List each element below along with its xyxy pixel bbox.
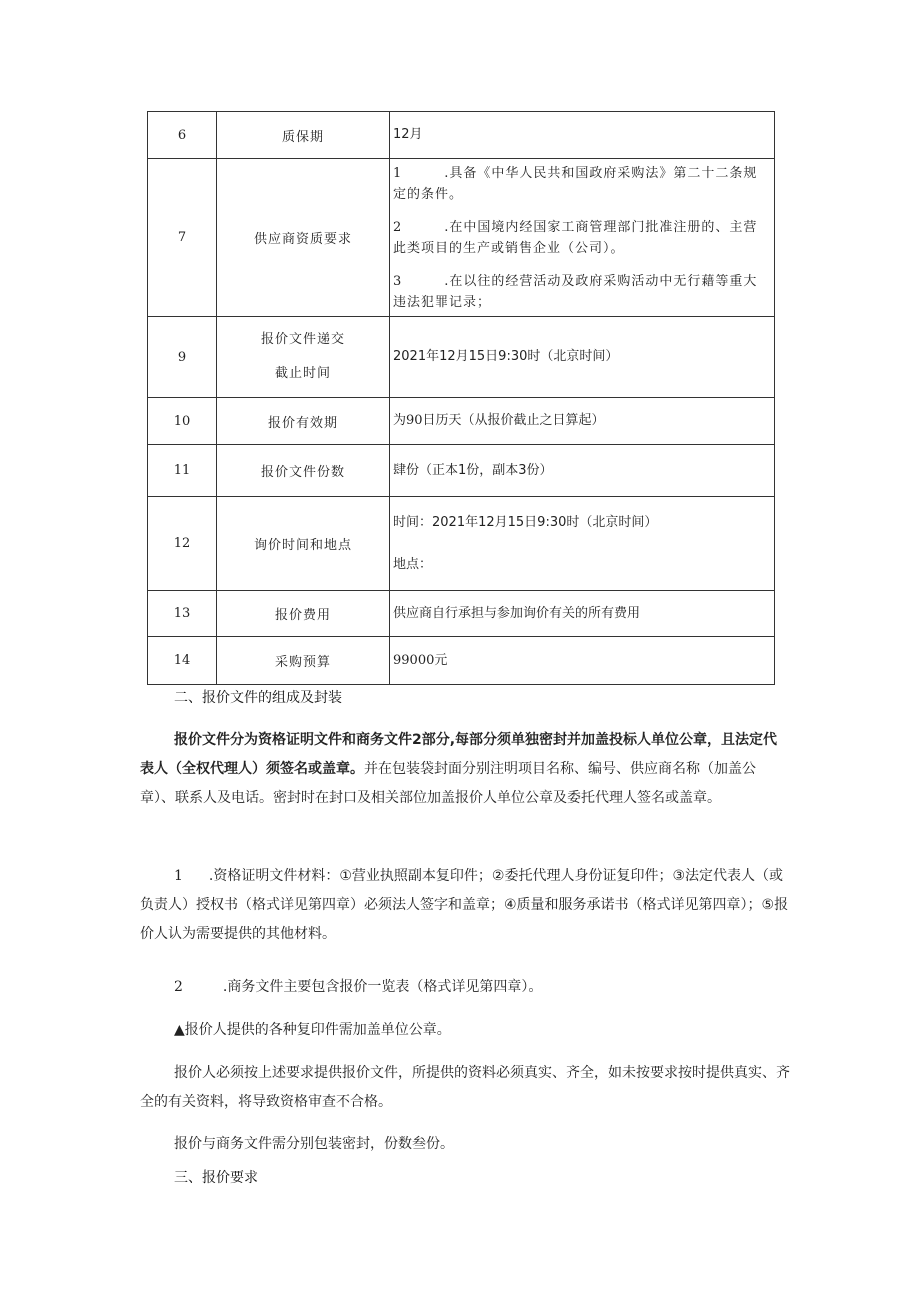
table-row bbox=[148, 497, 775, 591]
paragraph-requirement: 报价人必须按上述要求提供报价文件，所提供的资料必须真实、齐全，如未按要求按时提供真实、齐全的有关资料，将导致资格审查不合格。 bbox=[140, 1065, 790, 1110]
row-label: 采购预算 bbox=[217, 637, 390, 685]
table-row bbox=[148, 398, 775, 445]
section-heading: 二、报价文件的组成及封装 bbox=[174, 690, 342, 706]
row-value: 12月 bbox=[390, 112, 775, 159]
row-value bbox=[390, 159, 775, 317]
paragraph-notice: ▲报价人提供的各种复印件需加盖单位公章。 bbox=[174, 1022, 451, 1038]
requirement-item: 1 .具备《中华人民共和国政府采购法》第二十二条规定的条件。 bbox=[393, 165, 758, 202]
table-row bbox=[148, 317, 775, 398]
paragraph-qualification-docs: 1 .资格证明文件材料：①营业执照副本复印件；②委托代理人身份证复印件；③法定代表人（或负责人）授权书（格式详见第四章）必须法人签字和盖章；④质量和服务承诺书（格式详见第四章）；⑤报价人认为需要提供的其他材料。 bbox=[140, 868, 789, 942]
paragraph-sealing: 报价与商务文件需分别包装密封，份数叁份。 bbox=[174, 1136, 454, 1152]
row-label: 报价费用 bbox=[217, 591, 390, 637]
row-value: 供应商自行承担与参加询价有关的所有费用 bbox=[390, 591, 775, 637]
row-label: 询价时间和地点 bbox=[217, 497, 390, 591]
paragraph-packaging: 报价文件分为资格证明文件和商务文件2部分,每部分须单独密封并加盖投标人单位公章，且法定代表人（全权代理人）须签名或盖章。并在包装袋封面分别注明项目名称、编号、供应商名称（加盖公章）、联系人及电话。密封时在封口及相关部位加盖报价人单位公章及委托代理人签名或盖章。 bbox=[140, 732, 778, 806]
section-heading: 三、报价要求 bbox=[174, 1170, 258, 1186]
row-value: 时间：2021年12月15日9:30时（北京时间） 地点： bbox=[390, 497, 775, 591]
row-label: 供应商资质要求 bbox=[217, 159, 390, 317]
row-value: 肆份（正本1份，副本3份） bbox=[390, 445, 775, 497]
requirements-table bbox=[147, 111, 775, 685]
row-label: 报价文件递交 截止时间 bbox=[217, 317, 390, 398]
row-value: 2021年12月15日9:30时（北京时间） bbox=[390, 317, 775, 398]
requirement-item: 2 .在中国境内经国家工商管理部门批准注册的、主营此类项目的生产或销售企业（公司）。 bbox=[393, 219, 758, 256]
row-number: 7 bbox=[148, 159, 217, 317]
row-value: 99000元 bbox=[390, 637, 775, 685]
table-row bbox=[148, 112, 775, 159]
row-label: 报价文件份数 bbox=[217, 445, 390, 497]
table-row bbox=[148, 159, 775, 317]
row-number: 12 bbox=[148, 497, 217, 591]
row-value: 为90日历天（从报价截止之日算起） bbox=[390, 398, 775, 445]
row-label: 报价有效期 bbox=[217, 398, 390, 445]
row-number: 14 bbox=[148, 637, 217, 685]
requirement-item: 3 .在以往的经营活动及政府采购活动中无行藉等重大违法犯罪记录； bbox=[393, 273, 758, 310]
row-label: 质保期 bbox=[217, 112, 390, 159]
row-number: 9 bbox=[148, 317, 217, 398]
table-row bbox=[148, 637, 775, 685]
paragraph-business-docs: 2 .商务文件主要包含报价一览表（格式详见第四章）。 bbox=[174, 979, 543, 995]
row-number: 6 bbox=[148, 112, 217, 159]
row-number: 13 bbox=[148, 591, 217, 637]
row-number: 11 bbox=[148, 445, 217, 497]
table-row bbox=[148, 591, 775, 637]
row-number: 10 bbox=[148, 398, 217, 445]
table-row bbox=[148, 445, 775, 497]
